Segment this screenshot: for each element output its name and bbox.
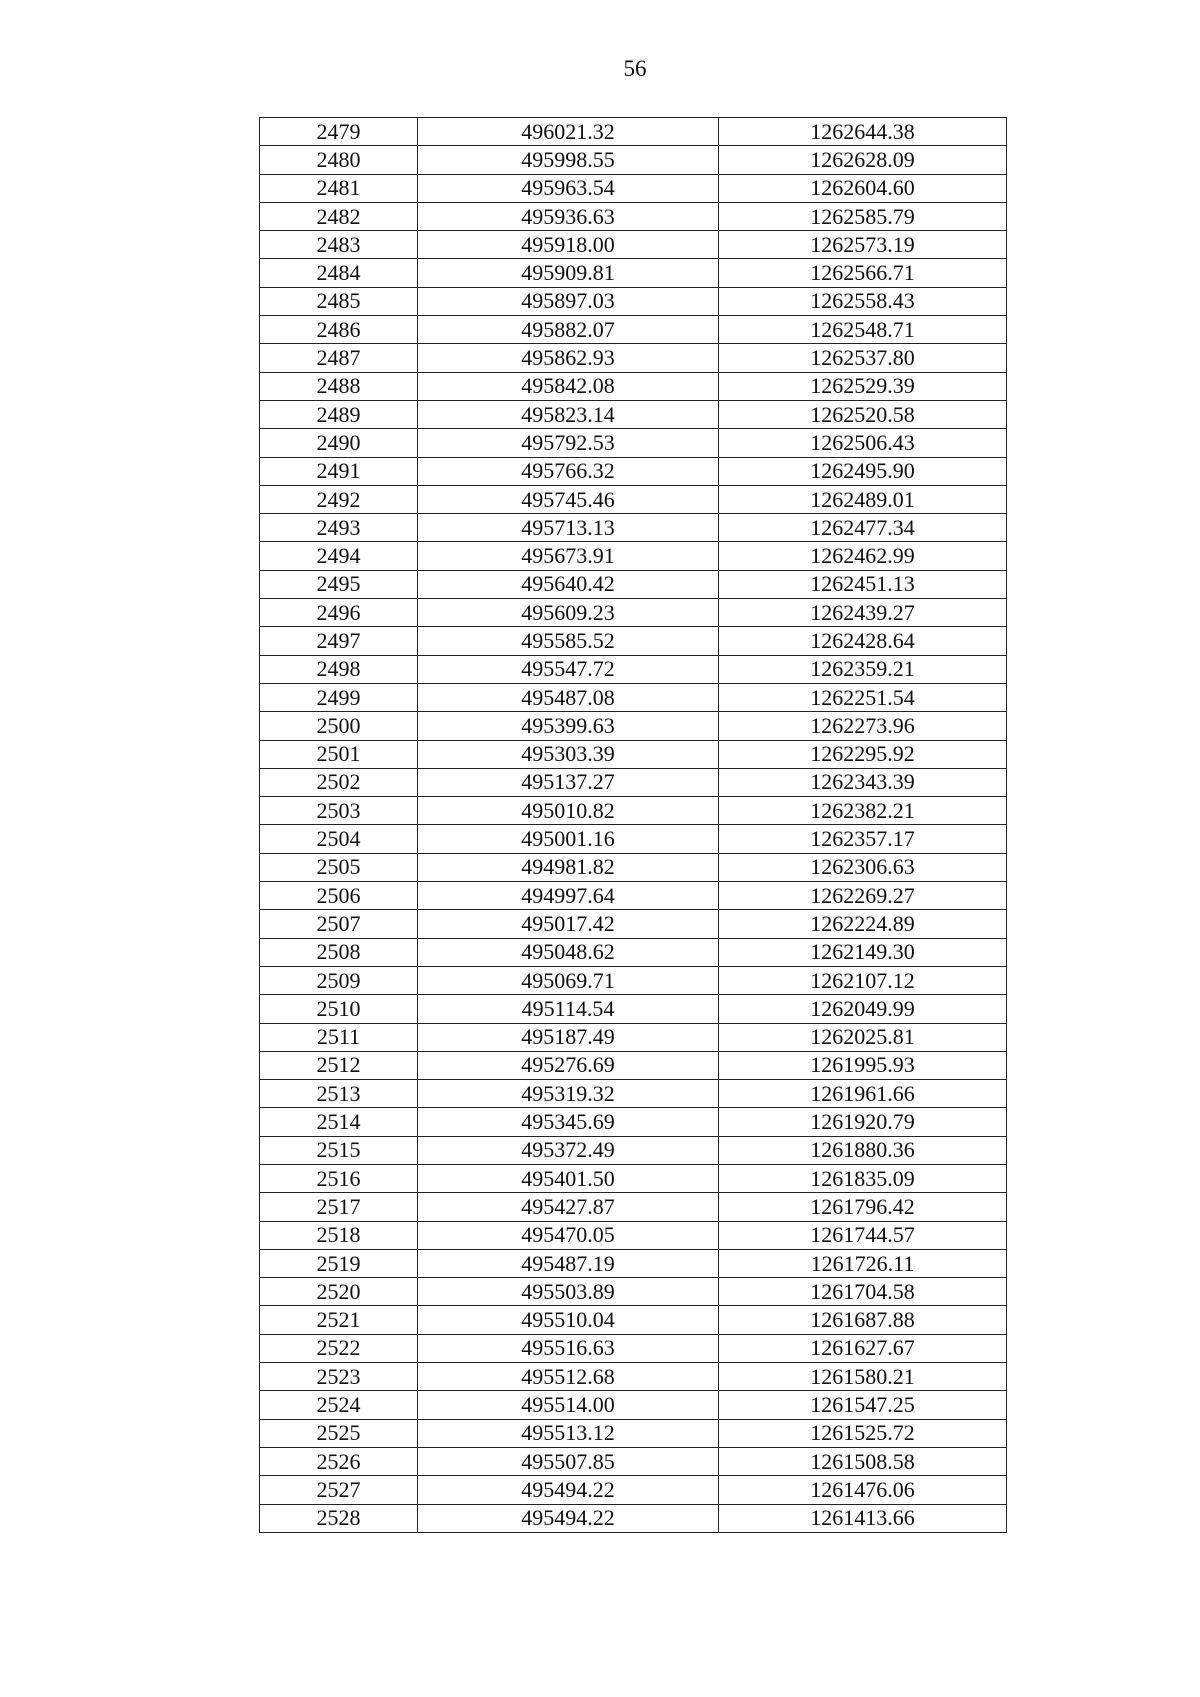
x-coordinate-cell: 495823.14	[418, 400, 719, 428]
point-number-cell: 2501	[260, 740, 418, 768]
x-coordinate-cell: 495345.69	[418, 1108, 719, 1136]
y-coordinate-cell: 1262628.09	[719, 146, 1007, 174]
table-row	[260, 457, 1007, 485]
table-row	[260, 910, 1007, 938]
x-coordinate-cell: 495510.04	[418, 1306, 719, 1334]
table-row	[260, 1080, 1007, 1108]
y-coordinate-cell: 1262025.81	[719, 1023, 1007, 1051]
y-coordinate-cell: 1261920.79	[719, 1108, 1007, 1136]
table-row	[260, 316, 1007, 344]
table-row	[260, 882, 1007, 910]
point-number-cell: 2497	[260, 627, 418, 655]
y-coordinate-cell: 1261726.11	[719, 1249, 1007, 1277]
table-row	[260, 797, 1007, 825]
x-coordinate-cell: 495137.27	[418, 768, 719, 796]
point-number-cell: 2515	[260, 1136, 418, 1164]
table-row	[260, 1108, 1007, 1136]
table-row	[260, 655, 1007, 683]
point-number-cell: 2523	[260, 1363, 418, 1391]
point-number-cell: 2503	[260, 797, 418, 825]
table-row	[260, 570, 1007, 598]
table-row	[260, 118, 1007, 146]
coordinates-table-body	[260, 118, 1007, 1533]
table-row	[260, 400, 1007, 428]
y-coordinate-cell: 1261547.25	[719, 1391, 1007, 1419]
table-row	[260, 485, 1007, 513]
table-row	[260, 1476, 1007, 1504]
table-row	[260, 1051, 1007, 1079]
point-number-cell: 2500	[260, 712, 418, 740]
x-coordinate-cell: 495640.42	[418, 570, 719, 598]
point-number-cell: 2520	[260, 1278, 418, 1306]
table-row	[260, 429, 1007, 457]
y-coordinate-cell: 1262049.99	[719, 995, 1007, 1023]
point-number-cell: 2510	[260, 995, 418, 1023]
y-coordinate-cell: 1262439.27	[719, 599, 1007, 627]
x-coordinate-cell: 495048.62	[418, 938, 719, 966]
x-coordinate-cell: 495766.32	[418, 457, 719, 485]
point-number-cell: 2514	[260, 1108, 418, 1136]
point-number-cell: 2525	[260, 1419, 418, 1447]
table-row	[260, 995, 1007, 1023]
x-coordinate-cell: 495882.07	[418, 316, 719, 344]
table-row	[260, 1221, 1007, 1249]
x-coordinate-cell: 495427.87	[418, 1193, 719, 1221]
y-coordinate-cell: 1262644.38	[719, 118, 1007, 146]
x-coordinate-cell: 495673.91	[418, 542, 719, 570]
table-row	[260, 146, 1007, 174]
table-row	[260, 231, 1007, 259]
table-row	[260, 259, 1007, 287]
x-coordinate-cell: 495487.08	[418, 683, 719, 711]
point-number-cell: 2507	[260, 910, 418, 938]
point-number-cell: 2496	[260, 599, 418, 627]
point-number-cell: 2524	[260, 1391, 418, 1419]
x-coordinate-cell: 495936.63	[418, 202, 719, 230]
x-coordinate-cell: 495792.53	[418, 429, 719, 457]
x-coordinate-cell: 495303.39	[418, 740, 719, 768]
x-coordinate-cell: 495401.50	[418, 1164, 719, 1192]
y-coordinate-cell: 1261961.66	[719, 1080, 1007, 1108]
y-coordinate-cell: 1262558.43	[719, 287, 1007, 315]
table-row	[260, 514, 1007, 542]
y-coordinate-cell: 1262428.64	[719, 627, 1007, 655]
point-number-cell: 2494	[260, 542, 418, 570]
x-coordinate-cell: 495516.63	[418, 1334, 719, 1362]
point-number-cell: 2509	[260, 966, 418, 994]
y-coordinate-cell: 1262604.60	[719, 174, 1007, 202]
x-coordinate-cell: 495399.63	[418, 712, 719, 740]
table-row	[260, 1504, 1007, 1532]
y-coordinate-cell: 1262548.71	[719, 316, 1007, 344]
y-coordinate-cell: 1262343.39	[719, 768, 1007, 796]
table-row	[260, 853, 1007, 881]
point-number-cell: 2487	[260, 344, 418, 372]
point-number-cell: 2513	[260, 1080, 418, 1108]
point-number-cell: 2527	[260, 1476, 418, 1504]
x-coordinate-cell: 494997.64	[418, 882, 719, 910]
y-coordinate-cell: 1262149.30	[719, 938, 1007, 966]
y-coordinate-cell: 1262273.96	[719, 712, 1007, 740]
y-coordinate-cell: 1262477.34	[719, 514, 1007, 542]
table-row	[260, 1193, 1007, 1221]
x-coordinate-cell: 494981.82	[418, 853, 719, 881]
point-number-cell: 2505	[260, 853, 418, 881]
table-row	[260, 1136, 1007, 1164]
x-coordinate-cell: 495494.22	[418, 1476, 719, 1504]
y-coordinate-cell: 1262306.63	[719, 853, 1007, 881]
point-number-cell: 2498	[260, 655, 418, 683]
y-coordinate-cell: 1262359.21	[719, 655, 1007, 683]
table-row	[260, 542, 1007, 570]
x-coordinate-cell: 495507.85	[418, 1447, 719, 1475]
y-coordinate-cell: 1261525.72	[719, 1419, 1007, 1447]
table-row	[260, 287, 1007, 315]
table-row	[260, 740, 1007, 768]
x-coordinate-cell: 495276.69	[418, 1051, 719, 1079]
y-coordinate-cell: 1262489.01	[719, 485, 1007, 513]
x-coordinate-cell: 495909.81	[418, 259, 719, 287]
point-number-cell: 2492	[260, 485, 418, 513]
table-row	[260, 202, 1007, 230]
table-row	[260, 768, 1007, 796]
table-row	[260, 1023, 1007, 1051]
point-number-cell: 2482	[260, 202, 418, 230]
table-row	[260, 1391, 1007, 1419]
point-number-cell: 2495	[260, 570, 418, 598]
point-number-cell: 2479	[260, 118, 418, 146]
y-coordinate-cell: 1261880.36	[719, 1136, 1007, 1164]
y-coordinate-cell: 1262506.43	[719, 429, 1007, 457]
point-number-cell: 2526	[260, 1447, 418, 1475]
point-number-cell: 2517	[260, 1193, 418, 1221]
point-number-cell: 2488	[260, 372, 418, 400]
y-coordinate-cell: 1262537.80	[719, 344, 1007, 372]
y-coordinate-cell: 1261580.21	[719, 1363, 1007, 1391]
y-coordinate-cell: 1261627.67	[719, 1334, 1007, 1362]
point-number-cell: 2519	[260, 1249, 418, 1277]
x-coordinate-cell: 495017.42	[418, 910, 719, 938]
point-number-cell: 2493	[260, 514, 418, 542]
table-row	[260, 683, 1007, 711]
point-number-cell: 2508	[260, 938, 418, 966]
x-coordinate-cell: 495470.05	[418, 1221, 719, 1249]
x-coordinate-cell: 495513.12	[418, 1419, 719, 1447]
y-coordinate-cell: 1261413.66	[719, 1504, 1007, 1532]
y-coordinate-cell: 1261835.09	[719, 1164, 1007, 1192]
x-coordinate-cell: 495745.46	[418, 485, 719, 513]
table-row	[260, 627, 1007, 655]
x-coordinate-cell: 495114.54	[418, 995, 719, 1023]
y-coordinate-cell: 1262357.17	[719, 825, 1007, 853]
table-row	[260, 372, 1007, 400]
x-coordinate-cell: 495547.72	[418, 655, 719, 683]
x-coordinate-cell: 495897.03	[418, 287, 719, 315]
y-coordinate-cell: 1262451.13	[719, 570, 1007, 598]
x-coordinate-cell: 495187.49	[418, 1023, 719, 1051]
page-number: 56	[623, 56, 647, 81]
point-number-cell: 2486	[260, 316, 418, 344]
point-number-cell: 2483	[260, 231, 418, 259]
point-number-cell: 2490	[260, 429, 418, 457]
y-coordinate-cell: 1261995.93	[719, 1051, 1007, 1079]
x-coordinate-cell: 495069.71	[418, 966, 719, 994]
x-coordinate-cell: 495713.13	[418, 514, 719, 542]
table-row	[260, 1334, 1007, 1362]
y-coordinate-cell: 1262585.79	[719, 202, 1007, 230]
table-row	[260, 1249, 1007, 1277]
x-coordinate-cell: 495963.54	[418, 174, 719, 202]
table-row	[260, 1164, 1007, 1192]
table-row	[260, 599, 1007, 627]
x-coordinate-cell: 495862.93	[418, 344, 719, 372]
point-number-cell: 2481	[260, 174, 418, 202]
x-coordinate-cell: 495503.89	[418, 1278, 719, 1306]
point-number-cell: 2512	[260, 1051, 418, 1079]
y-coordinate-cell: 1262566.71	[719, 259, 1007, 287]
x-coordinate-cell: 495512.68	[418, 1363, 719, 1391]
point-number-cell: 2499	[260, 683, 418, 711]
point-number-cell: 2504	[260, 825, 418, 853]
coordinates-table	[259, 117, 1007, 1533]
point-number-cell: 2489	[260, 400, 418, 428]
y-coordinate-cell: 1261508.58	[719, 1447, 1007, 1475]
y-coordinate-cell: 1262495.90	[719, 457, 1007, 485]
y-coordinate-cell: 1262269.27	[719, 882, 1007, 910]
point-number-cell: 2518	[260, 1221, 418, 1249]
y-coordinate-cell: 1261476.06	[719, 1476, 1007, 1504]
x-coordinate-cell: 495585.52	[418, 627, 719, 655]
x-coordinate-cell: 495001.16	[418, 825, 719, 853]
table-row	[260, 174, 1007, 202]
point-number-cell: 2491	[260, 457, 418, 485]
x-coordinate-cell: 495319.32	[418, 1080, 719, 1108]
point-number-cell: 2511	[260, 1023, 418, 1051]
x-coordinate-cell: 495842.08	[418, 372, 719, 400]
point-number-cell: 2485	[260, 287, 418, 315]
point-number-cell: 2502	[260, 768, 418, 796]
point-number-cell: 2480	[260, 146, 418, 174]
point-number-cell: 2522	[260, 1334, 418, 1362]
table-row	[260, 344, 1007, 372]
y-coordinate-cell: 1262107.12	[719, 966, 1007, 994]
x-coordinate-cell: 496021.32	[418, 118, 719, 146]
y-coordinate-cell: 1261744.57	[719, 1221, 1007, 1249]
x-coordinate-cell: 495998.55	[418, 146, 719, 174]
table-row	[260, 966, 1007, 994]
table-row	[260, 938, 1007, 966]
table-row	[260, 1447, 1007, 1475]
table-row	[260, 825, 1007, 853]
y-coordinate-cell: 1262573.19	[719, 231, 1007, 259]
point-number-cell: 2521	[260, 1306, 418, 1334]
table-row	[260, 1363, 1007, 1391]
y-coordinate-cell: 1262529.39	[719, 372, 1007, 400]
x-coordinate-cell: 495487.19	[418, 1249, 719, 1277]
y-coordinate-cell: 1262251.54	[719, 683, 1007, 711]
y-coordinate-cell: 1262520.58	[719, 400, 1007, 428]
y-coordinate-cell: 1261687.88	[719, 1306, 1007, 1334]
table-row	[260, 1306, 1007, 1334]
x-coordinate-cell: 495609.23	[418, 599, 719, 627]
table-row	[260, 1278, 1007, 1306]
x-coordinate-cell: 495010.82	[418, 797, 719, 825]
point-number-cell: 2484	[260, 259, 418, 287]
point-number-cell: 2506	[260, 882, 418, 910]
point-number-cell: 2528	[260, 1504, 418, 1532]
x-coordinate-cell: 495494.22	[418, 1504, 719, 1532]
x-coordinate-cell: 495372.49	[418, 1136, 719, 1164]
table-row	[260, 712, 1007, 740]
y-coordinate-cell: 1261796.42	[719, 1193, 1007, 1221]
x-coordinate-cell: 495918.00	[418, 231, 719, 259]
y-coordinate-cell: 1262382.21	[719, 797, 1007, 825]
y-coordinate-cell: 1262224.89	[719, 910, 1007, 938]
point-number-cell: 2516	[260, 1164, 418, 1192]
y-coordinate-cell: 1262462.99	[719, 542, 1007, 570]
table-row	[260, 1419, 1007, 1447]
y-coordinate-cell: 1261704.58	[719, 1278, 1007, 1306]
y-coordinate-cell: 1262295.92	[719, 740, 1007, 768]
x-coordinate-cell: 495514.00	[418, 1391, 719, 1419]
